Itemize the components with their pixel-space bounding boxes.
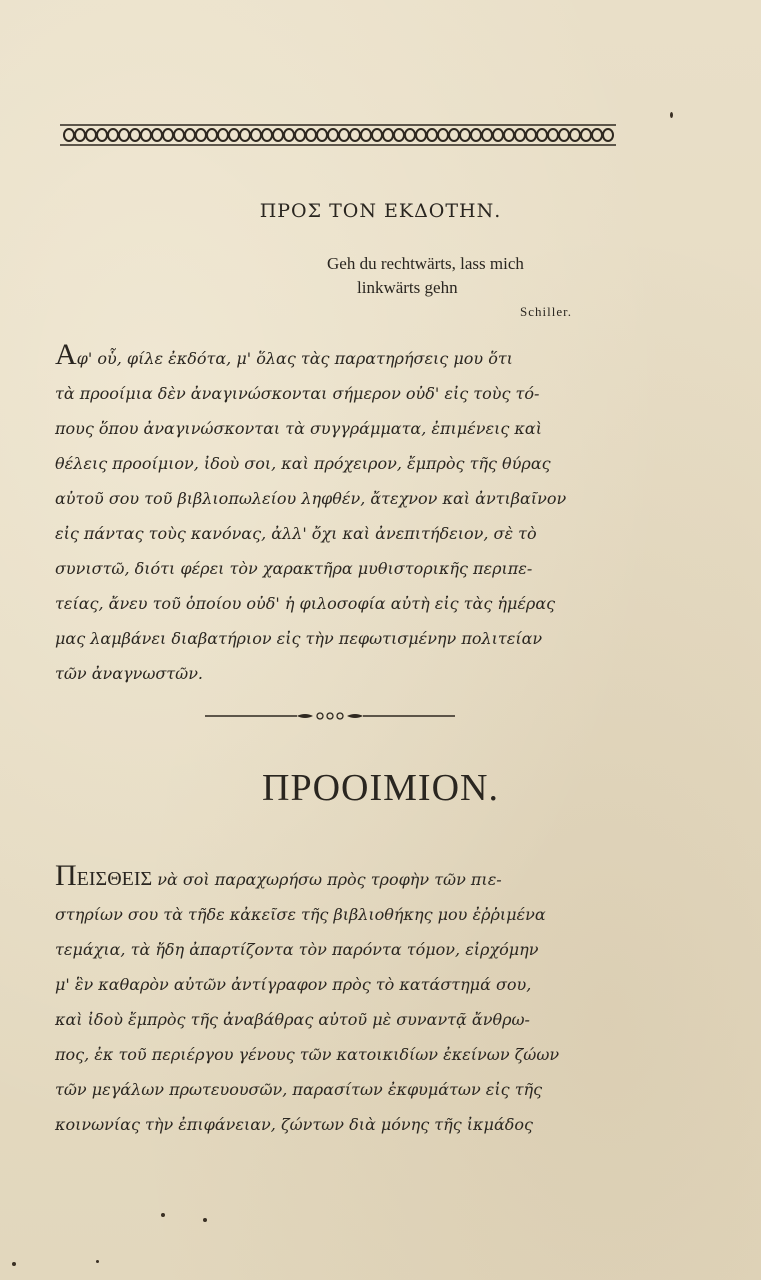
letter-heading: ΠΡΟΣ ΤΟΝ ΕΚΔΟΤΗΝ. — [259, 200, 502, 222]
epigraph-line-2: linkwärts gehn — [357, 278, 458, 297]
drop-cap: Π — [55, 859, 77, 892]
text-line: εἰς πάντας τοὺς κανόνας, ἀλλ' ὄχι καὶ ἀνεπιτήδειον, σὲ τὸ — [55, 524, 537, 543]
text-line: πος, ἐκ τοῦ περιέργου γένους τῶν κατοικιδίων ἐκείνων ζώων — [55, 1045, 560, 1064]
text-line-content: νὰ σοὶ παραχωρήσω πρὸς τροφὴν τῶν πιε- — [152, 870, 502, 889]
text-line: πους ὅπου ἀναγινώσκονται τὰ συγγράμματα, ἐπιμένεις καὶ — [55, 419, 542, 438]
prologue-paragraph — [55, 858, 615, 1142]
text-line: κοινωνίας τὴν ἐπιφάνειαν, ζώντων διὰ μόνης τῆς ἰκμάδος — [55, 1115, 533, 1134]
drop-cap: Α — [55, 338, 77, 371]
text-line: καὶ ἰδοὺ ἔμπρὸς τῆς ἀναβάθρας αὐτοῦ μὲ συναντᾷ ἄνθρω- — [55, 1010, 530, 1029]
section-title: ΠΡΟΟΙΜΙΟΝ. — [262, 767, 499, 809]
text-line: στηρίων σου τὰ τῆδε κἀκεῖσε τῆς βιβλιοθήκης μου ἐῤῥιμένα — [55, 905, 546, 924]
epigraph-line-1: Geh du rechtwärts, lass mich — [327, 254, 524, 273]
text-line — [55, 337, 615, 376]
epigraph-author: Schiller. — [520, 304, 572, 319]
epigraph — [300, 252, 580, 324]
text-line-content: φ' οὗ, φίλε ἐκδότα, μ' ὅλας τὰς παρατηρήσεις μου ὅτι — [76, 349, 513, 368]
letter-paragraph — [55, 337, 615, 691]
text-line: αὐτοῦ σου τοῦ βιβλιοπωλείου ληφθέν, ἄτεχνον καὶ ἀντιβαῖνον — [55, 489, 567, 508]
section-divider-ornament — [205, 708, 455, 724]
text-line: τεμάχια, τὰ ἤδη ἀπαρτίζοντα τὸν παρόντα τόμον, εἰρχόμην — [55, 940, 539, 959]
text-line: θέλεις προοίμιον, ἰδοὺ σοι, καὶ πρόχειρον, ἔμπρὸς τῆς θύρας — [55, 454, 551, 473]
text-line: μ' ἓν καθαρὸν αὐτῶν ἀντίγραφον πρὸς τὸ κατάστημά σου, — [55, 975, 532, 994]
top-ornament-band — [60, 122, 616, 148]
first-word-caps: ΕΙΣΘΕΙΣ — [76, 868, 153, 890]
text-line: συνιστῶ, διότι φέρει τὸν χαρακτῆρα μυθιστορικῆς περιπε- — [55, 559, 533, 578]
text-line: τῶν μεγάλων πρωτευουσῶν, παρασίτων ἐκφυμάτων εἰς τῆς — [55, 1080, 543, 1099]
text-line: μας λαμβάνει διαβατήριον εἰς τὴν πεφωτισμένην πολιτείαν — [55, 629, 543, 648]
text-line: τὰ προοίμια δὲν ἀναγινώσκονται σήμερον οὐδ' εἰς τοὺς τό- — [55, 384, 540, 403]
text-line — [55, 858, 615, 897]
text-line: τείας, ἄνευ τοῦ ὁποίου οὐδ' ἡ φιλοσοφία αὐτὴ εἰς τὰς ἡμέρας — [55, 594, 556, 613]
text-line: τῶν ἀναγνωστῶν. — [55, 664, 204, 683]
